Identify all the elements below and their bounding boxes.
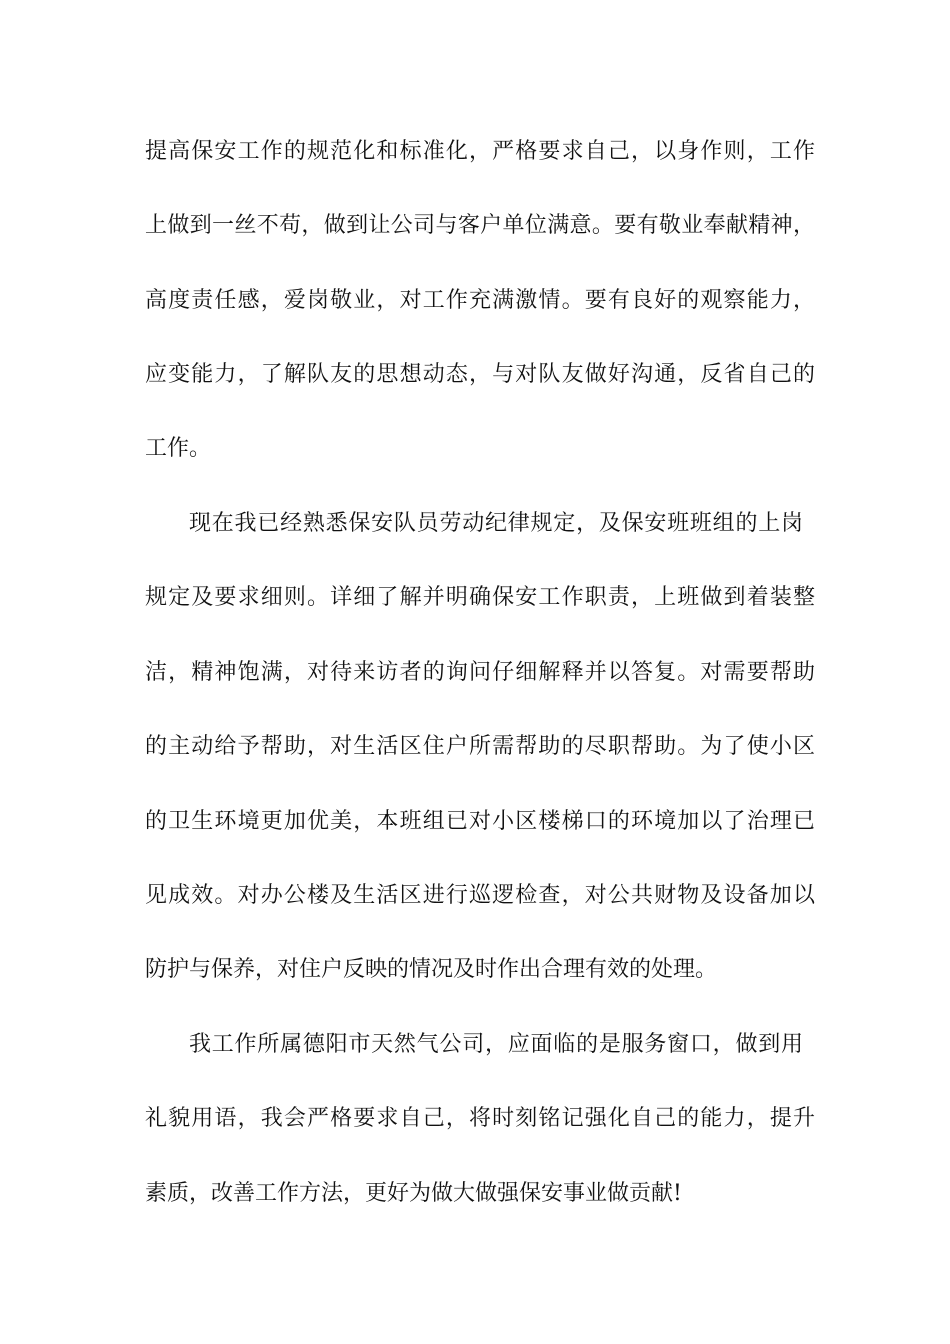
text-line: 的卫生环境更加优美，本班组已对小区楼梯口的环境加以了治理已: [145, 809, 815, 834]
text-line: 素质，改善工作方法，更好为做大做强保安事业做贡献!: [145, 1181, 682, 1206]
text-line: 洁，精神饱满，对待来访者的询问仔细解释并以答复。对需要帮助: [145, 660, 815, 685]
text-line: 礼貌用语，我会严格要求自己，将时刻铭记强化自己的能力，提升: [145, 1106, 815, 1131]
text-line: 工作。: [145, 436, 212, 461]
text-line: 上做到一丝不苟，做到让公司与客户单位满意。要有敬业奉献精神，: [145, 213, 815, 238]
text-line: 见成效。对办公楼及生活区进行巡逻检查，对公共财物及设备加以: [145, 883, 815, 908]
text-line: 的主动给予帮助，对生活区住户所需帮助的尽职帮助。为了使小区: [145, 734, 815, 759]
text-line: 应变能力，了解队友的思想动态，与对队友做好沟通，反省自己的: [145, 362, 815, 387]
text-line: 规定及要求细则。详细了解并明确保安工作职责，上班做到着装整: [145, 585, 815, 610]
text-line: 防护与保养，对住户反映的情况及时作出合理有效的处理。: [145, 957, 718, 982]
text-line: 高度责任感，爱岗敬业，对工作充满激情。要有良好的观察能力，: [145, 288, 815, 313]
text-line: 我工作所属德阳市天然气公司，应面临的是服务窗口，做到用: [189, 1032, 803, 1057]
text-line: 现在我已经熟悉保安队员劳动纪律规定，及保安班班组的上岗: [189, 511, 803, 536]
text-line: 提高保安工作的规范化和标准化，严格要求自己，以身作则，工作: [145, 139, 815, 164]
